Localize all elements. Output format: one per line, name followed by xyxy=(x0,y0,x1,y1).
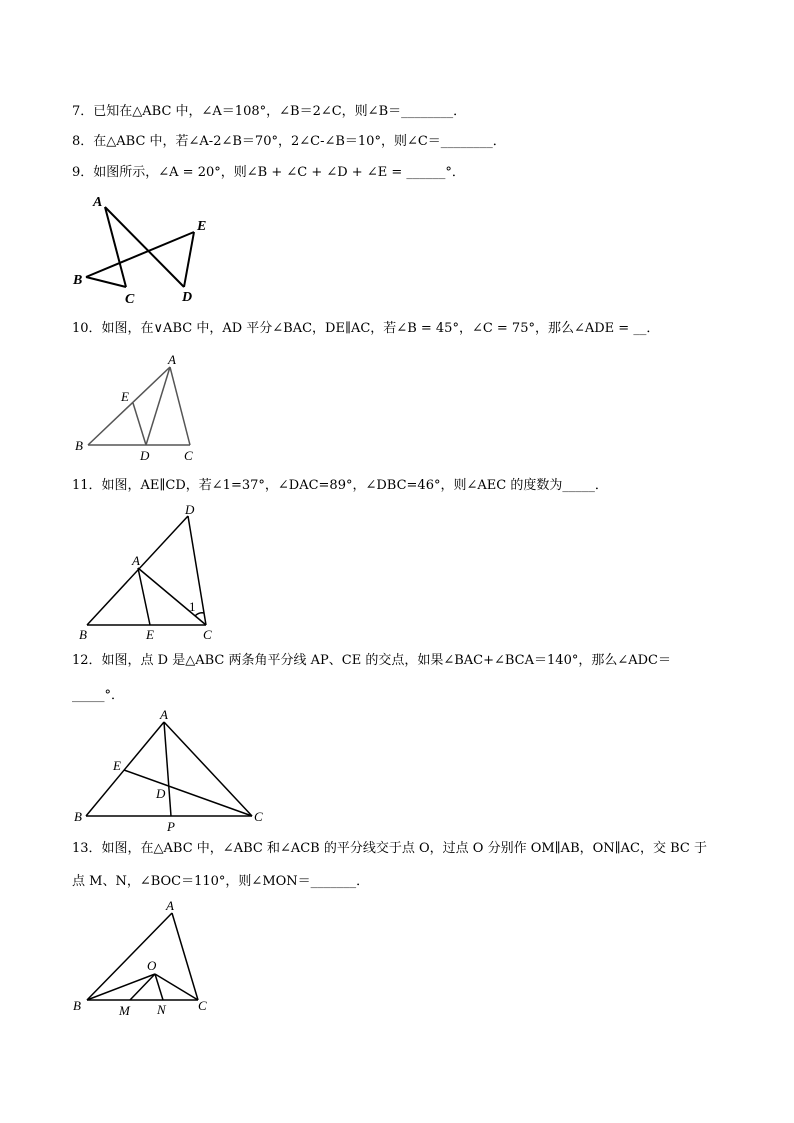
segment-BE xyxy=(86,232,194,277)
label-D: D xyxy=(185,502,195,517)
label-N: N xyxy=(157,1002,166,1017)
label-P: P xyxy=(167,819,175,834)
label-E: E xyxy=(146,627,154,642)
label-E: E xyxy=(121,389,129,404)
segment-CE xyxy=(124,770,252,816)
label-E: E xyxy=(113,758,121,773)
question-12-line-2: _____°． xyxy=(72,688,125,703)
question-7: 7．已知在△ABC 中，∠A＝108°，∠B＝2∠C，则∠B＝________． xyxy=(72,104,467,119)
segment-BC xyxy=(86,277,126,287)
segment-AC xyxy=(170,367,190,445)
segment-AC xyxy=(164,722,252,816)
segment-BA xyxy=(86,722,164,816)
figure-q13 xyxy=(70,896,220,1021)
segment-ED xyxy=(184,232,194,287)
segment-DE xyxy=(133,403,146,445)
label-B: B xyxy=(75,438,83,453)
label-D: D xyxy=(140,448,150,463)
angle-1-arc xyxy=(195,613,204,616)
label-B: B xyxy=(73,273,83,288)
label-C: C xyxy=(125,292,135,307)
segment-OM xyxy=(130,974,155,1000)
label-B: B xyxy=(79,627,87,642)
label-B: B xyxy=(74,809,82,824)
label-A: A xyxy=(93,195,103,210)
figure-q10 xyxy=(70,350,210,465)
question-8: 8．在△ABC 中，若∠A-2∠B＝70°，2∠C-∠B＝10°，则∠C＝________． xyxy=(72,134,506,149)
label-M: M xyxy=(119,1003,130,1018)
label-A: A xyxy=(160,707,168,722)
label-C: C xyxy=(203,627,212,642)
label-D: D xyxy=(156,786,166,801)
question-9: 9．如图所示，∠A = 20°，则∠B + ∠C + ∠D + ∠E = ______°． xyxy=(72,165,465,180)
segment-AD xyxy=(105,207,184,287)
figure-q12 xyxy=(70,706,270,834)
question-11: 11．如图，AE∥CD，若∠1=37°，∠DAC=89°，∠DBC=46°，则∠AEC 的度数为_____． xyxy=(72,478,608,493)
label-A: A xyxy=(168,352,176,367)
label-C: C xyxy=(254,809,263,824)
label-A: A xyxy=(166,898,174,913)
label-O: O xyxy=(147,958,157,973)
label-D: D xyxy=(182,290,193,305)
figure-q11 xyxy=(72,502,227,642)
label-C: C xyxy=(184,448,193,463)
label-A: A xyxy=(132,553,140,568)
question-13-line-2: 点 M、N，∠BOC＝110°，则∠MON＝_______． xyxy=(72,874,370,889)
question-10: 10．如图，在∨ABC 中，AD 平分∠BAC，DE∥AC，若∠B = 45°，∠C = 75°，那么∠ADE = __． xyxy=(72,321,660,336)
question-12-line-1: 12．如图，点 D 是△ABC 两条角平分线 AP、CE 的交点，如果∠BAC+∠BCA＝140°，那么∠ADC＝ xyxy=(72,653,671,668)
label-E: E xyxy=(197,219,207,234)
label-B: B xyxy=(73,998,81,1013)
label-C: C xyxy=(198,998,207,1013)
label-one: 1 xyxy=(189,599,196,614)
figure-q9 xyxy=(66,192,226,307)
question-13-line-1: 13．如图，在△ABC 中，∠ABC 和∠ACB 的平分线交于点 O，过点 O 分别作 OM∥AB，ON∥AC，交 BC 于 xyxy=(72,841,708,856)
segment-AP xyxy=(164,722,171,816)
segment-BD xyxy=(87,516,188,625)
segment-BO xyxy=(87,974,155,1000)
